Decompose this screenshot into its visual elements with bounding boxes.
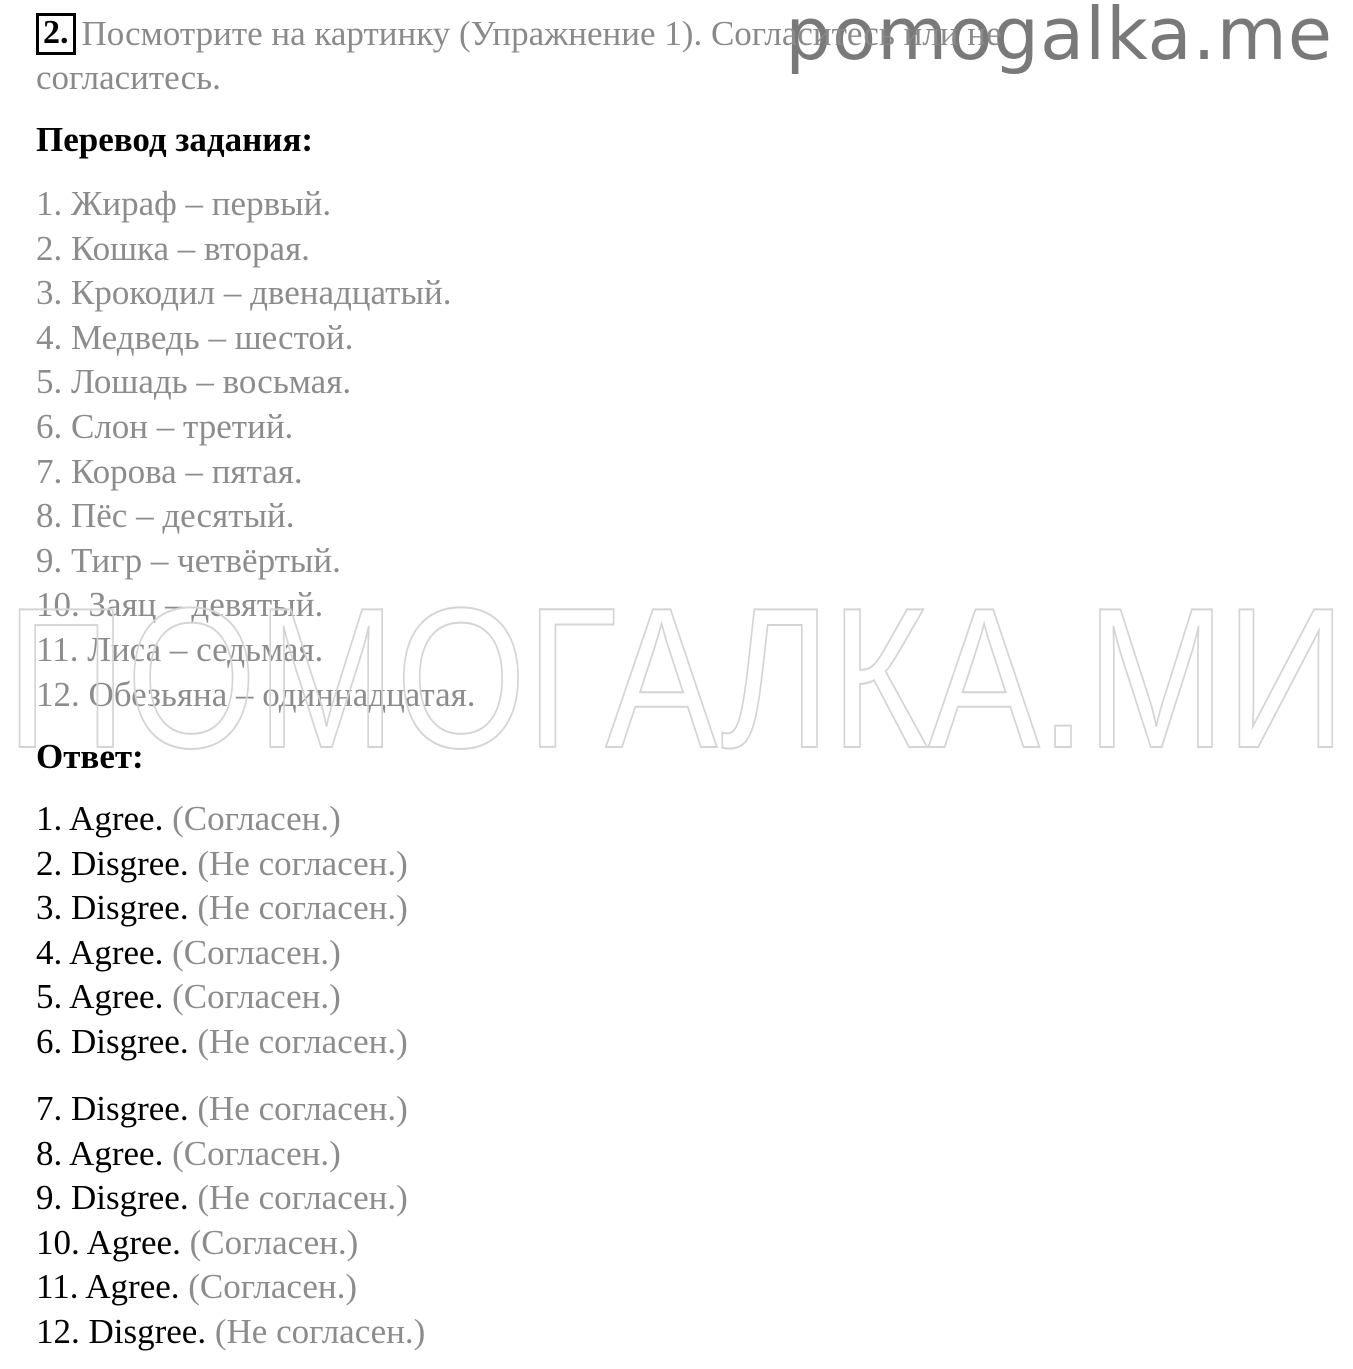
answer-item <box>36 886 408 931</box>
answer-english: 7. Disgree. <box>36 1089 189 1128</box>
task-instruction: Посмотрите на картинку (Упражнение 1). Согласитесь или не согласитесь. <box>36 14 1002 97</box>
answer-russian: (Согласен.) <box>172 1133 341 1173</box>
answer-english: 9. Disgree. <box>36 1178 189 1218</box>
answer-list-part-2 <box>36 1087 425 1355</box>
answer-english: 10. Agree. <box>36 1222 181 1262</box>
answer-item <box>36 797 408 842</box>
translation-item: 12. Обезьяна – одиннадцатая. <box>36 674 476 714</box>
answer-item <box>36 842 408 887</box>
translation-item: 3. Крокодил – двенадцатый. <box>36 273 452 313</box>
answer-russian: (Согласен.) <box>189 1222 359 1262</box>
answer-english: 3. Disgree. <box>36 888 189 928</box>
answer-item <box>36 1310 425 1355</box>
answer-english: 12. Disgree. <box>36 1311 207 1351</box>
translation-item: 7. Корова – пятая. <box>36 451 303 491</box>
answer-item <box>36 1176 425 1221</box>
translation-item: 8. Пёс – десятый. <box>36 496 295 536</box>
translation-item: 4. Медведь – шестой. <box>36 317 354 357</box>
translation-item: 5. Лошадь – восьмая. <box>36 362 352 402</box>
translation-list <box>36 182 476 717</box>
translation-item: 10. Заяц – девятый. <box>36 585 324 625</box>
watermark-site-name: pomogalka.me <box>785 0 1333 76</box>
answer-item <box>36 1087 425 1132</box>
answer-russian: (Не согласен.) <box>197 843 408 883</box>
translation-item: 1. Жираф – первый. <box>36 184 332 223</box>
answer-russian: (Не согласен.) <box>197 1021 408 1061</box>
answer-english: 4. Agree. <box>36 932 164 972</box>
task-header <box>36 12 1136 100</box>
answer-english: 1. Agree. <box>36 799 164 838</box>
answer-english: 2. Disgree. <box>36 843 189 883</box>
answer-english: 8. Agree. <box>36 1133 164 1173</box>
answer-item <box>36 1020 408 1065</box>
answer-russian: (Согласен.) <box>172 932 341 972</box>
answer-item <box>36 931 408 976</box>
translation-item: 11. Лиса – седьмая. <box>36 629 324 669</box>
answer-item <box>36 1265 425 1310</box>
answer-item <box>36 975 408 1020</box>
answer-russian: (Согласен.) <box>172 977 341 1017</box>
answer-item <box>36 1221 425 1266</box>
translation-item: 6. Слон – третий. <box>36 406 294 446</box>
answer-english: 5. Agree. <box>36 977 164 1017</box>
task-number-box: 2. <box>36 13 76 55</box>
translation-item: 2. Кошка – вторая. <box>36 228 310 268</box>
translation-item: 9. Тигр – четвёртый. <box>36 540 341 580</box>
answer-list-part-1 <box>36 797 408 1065</box>
watermark-large-text: ПОМОГАЛКА.МИ <box>6 582 1346 762</box>
answer-russian: (Не согласен.) <box>214 1311 426 1351</box>
answer-item <box>36 1132 425 1177</box>
answer-russian: (Не согласен.) <box>197 1178 408 1218</box>
translation-title: Перевод задания: <box>36 120 314 159</box>
answer-russian: (Не согласен.) <box>197 888 408 928</box>
answer-russian: (Согласен.) <box>188 1267 357 1307</box>
answer-english: 11. Agree. <box>36 1267 180 1307</box>
answer-title: Ответ: <box>36 737 144 776</box>
answer-russian: (Согласен.) <box>172 799 341 838</box>
answer-english: 6. Disgree. <box>36 1021 189 1061</box>
answer-russian: (Не согласен.) <box>197 1089 408 1128</box>
